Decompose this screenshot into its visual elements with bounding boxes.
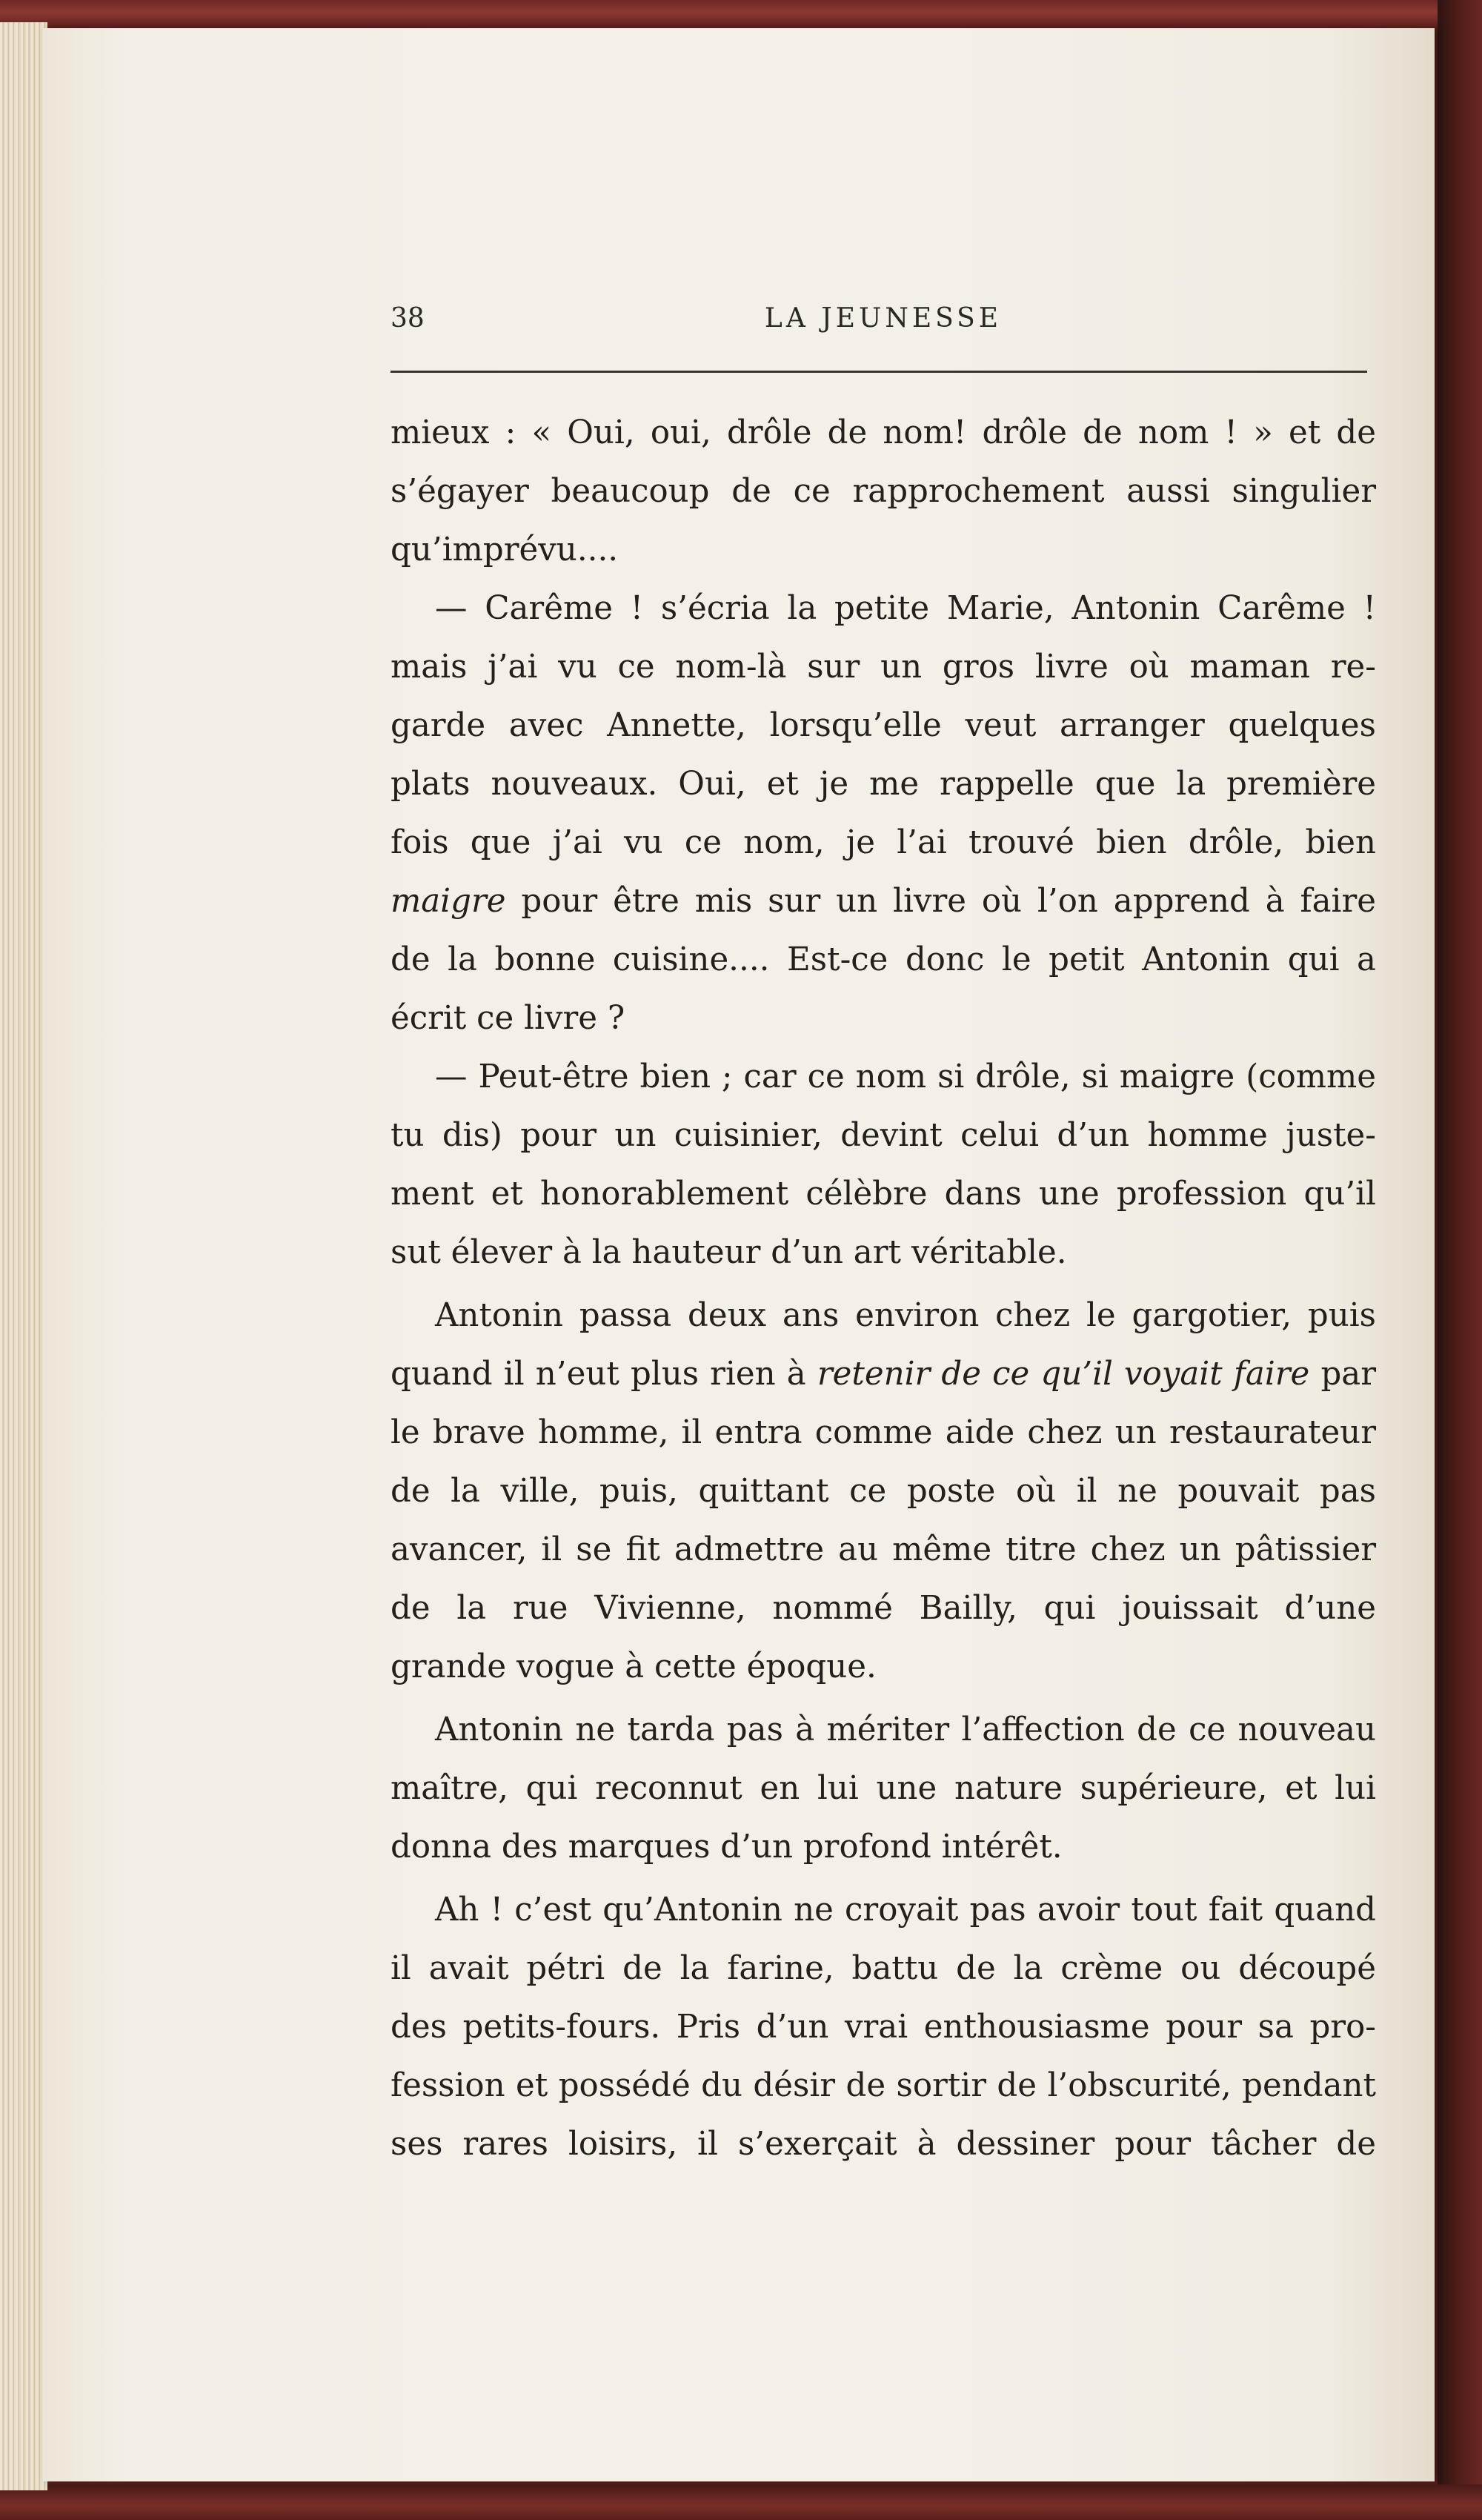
text-line: garde avec Annette, lorsqu’elle veut arranger quelques [391, 707, 1376, 744]
text-line [391, 872, 1376, 931]
text-line: qu’imprévu.... [391, 531, 619, 568]
text-line: grande vogue à cette époque. [391, 1648, 877, 1685]
body-text [391, 404, 1376, 2174]
running-title: LA JEUNESSE [764, 303, 1003, 334]
text-line [391, 1345, 1376, 1404]
text-fragment: par [1309, 1356, 1377, 1393]
text-fragment: pour être mis sur un livre où l’on apprend à faire [505, 883, 1376, 920]
italic-word: maigre [391, 883, 506, 920]
text-line: de la ville, puis, quittant ce poste où il ne pouvait pas [391, 1473, 1376, 1510]
text-line: avancer, il se fit admettre au même titre chez un pâtissier [391, 1531, 1376, 1568]
text-line: ses rares loisirs, il s’exerçait à dessiner pour tâcher de [391, 2126, 1376, 2163]
text-line: il avait pétri de la farine, battu de la crème ou découpé [391, 1950, 1376, 1987]
book-cover-bottom-edge [0, 2484, 1482, 2520]
text-line: le brave homme, il entra comme aide chez un restaurateur [391, 1414, 1376, 1451]
text-line: tu dis) pour un cuisinier, devint celui d’un homme juste- [391, 1117, 1376, 1154]
text-line: mais j’ai vu ce nom-là sur un gros livre où maman re- [391, 649, 1376, 686]
text-line: fois que j’ai vu ce nom, je l’ai trouvé bien drôle, bien [391, 824, 1376, 861]
text-line: Antonin ne tarda pas à mériter l’affection de ce nouveau [435, 1711, 1376, 1748]
text-line: donna des marques d’un profond intérêt. [391, 1828, 1063, 1866]
book-cover-right-edge [1438, 0, 1482, 2520]
page-header [391, 296, 1376, 341]
text-line: de la bonne cuisine.... Est-ce donc le petit Antonin qui a [391, 941, 1376, 978]
book-cover-top-edge [0, 0, 1482, 30]
text-line: plats nouveaux. Oui, et je me rappelle que la première [391, 766, 1376, 803]
page-stack-edges [0, 22, 47, 2490]
text-line: mieux : « Oui, oui, drôle de nom! drôle de nom ! » et de [391, 414, 1376, 451]
italic-phrase: retenir de ce qu’il voyait faire [817, 1356, 1310, 1393]
text-line: — Peut-être bien ; car ce nom si drôle, si maigre (comme [435, 1058, 1376, 1095]
header-rule [391, 371, 1367, 373]
text-line: Ah ! c’est qu’Antonin ne croyait pas avoir tout fait quand [435, 1891, 1376, 1929]
text-line: fession et possédé du désir de sortir de l’obscurité, pendant [391, 2067, 1376, 2104]
text-line: — Carême ! s’écria la petite Marie, Antonin Carême ! [435, 590, 1376, 627]
text-line: écrit ce livre ? [391, 1000, 625, 1037]
text-line: maître, qui reconnut en lui une nature supérieure, et lui [391, 1770, 1376, 1807]
text-line: Antonin passa deux ans environ chez le gargotier, puis [435, 1297, 1376, 1334]
text-line: des petits-fours. Pris d’un vrai enthousiasme pour sa pro- [391, 2009, 1376, 2046]
text-line: s’égayer beaucoup de ce rapprochement aussi singulier [391, 473, 1376, 510]
text-line: ment et honorablement célèbre dans une profession qu’il [391, 1176, 1376, 1213]
page-number: 38 [391, 303, 425, 334]
text-fragment: quand il n’eut plus rien à [391, 1356, 817, 1393]
text-line: de la rue Vivienne, nommé Bailly, qui jouissait d’une [391, 1590, 1376, 1627]
text-line: sut élever à la hauteur d’un art véritable. [391, 1234, 1067, 1271]
